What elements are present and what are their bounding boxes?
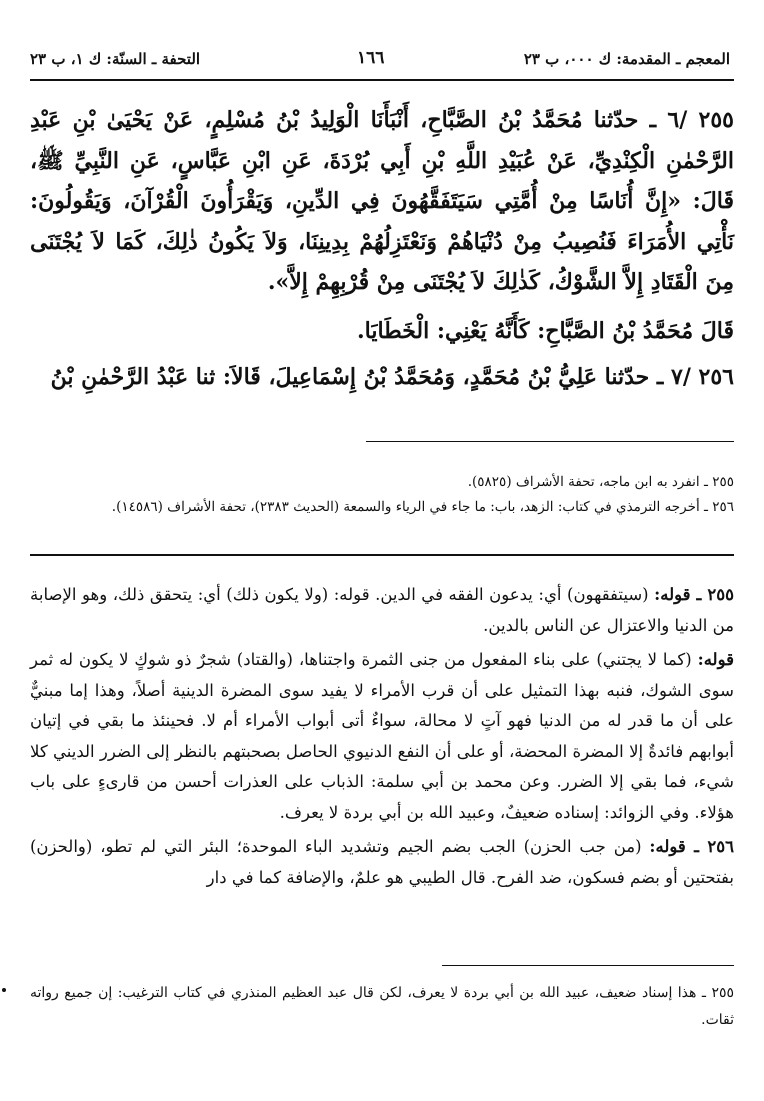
takhrij-footnotes (30, 470, 734, 520)
commentary-section (30, 580, 734, 897)
hadith-256: ٢٥٦ /٧ ـ حدّثنا عَلِيُّ بْنُ مُحَمَّدٍ، وَمُحَمَّدُ بْنُ إِسْمَاعِيلَ، قَالاَ: ثنا عَبْدُ الرَّحْمٰنِ بْنُ (50, 364, 734, 390)
header-rule (30, 79, 734, 81)
commentary-255 (30, 580, 734, 641)
commentary-qawluh-label: قوله: (697, 650, 734, 669)
bottom-footnote-separator (442, 965, 734, 966)
running-header-left: التحفة ـ السنّة: ك ١، ب ٢٣ (30, 50, 201, 68)
commentary-255-text: (سيتفقهون) أي: يدعون الفقه في الدين. قوله: (ولا يكون ذلك) أي: يتحقق ذلك، وهو الإصابة من الدنيا والاعتزال عن الناس بالدين. (30, 585, 734, 635)
commentary-255-continued (30, 645, 734, 828)
footnote-255-grading: ٢٥٥ ـ هذا إسناد ضعيف، عبيد الله بن أبي بردة لا يعرف، لكن قال عبد العظيم المنذري في كتاب الترغيب: إن جميع رواته ثقات. (30, 985, 734, 1028)
hadith-text-section (30, 100, 734, 398)
commentary-256-text: (من جب الحزن) الجب بضم الجيم وتشديد الباء الموحدة؛ البئر التي لم تطو، (والحزن) بفتحتين أو بضم فسكون، ضد الفرح. قال الطيبي هو علمٌ، والإضافة كما في دار (30, 837, 734, 887)
commentary-rule (30, 554, 734, 556)
footnote-separator (366, 441, 734, 442)
page-number: ١٦٦ (357, 48, 385, 68)
commentary-qawluh-text: (كما لا يجتني) على بناء المفعول من جنى الثمرة واجتناها، (والقتاد) شجرٌ ذو شوكٍ لا يكون له ثمر سوى الشوك، فنبه بهذا التمثيل على أن قرب الأمراء لا يفيد سوى المضرة الدينية أصلاً، وهذا إما مبنيٌّ على أن ما قدر له من الدنيا فهو آتٍ لا محالة، سواءٌ أتى أبواب الأمراء أم لا. فحينئذ ما بقي في إتيان أبوابهم فائدةٌ إلا المضرة المحضة، أو على أن النفع الدنيوي الحاصل بصحبتهم بالنظر إلى الضرر الديني كلا شيء، فما بقي إلا الضرر. وعن محمد بن أبي سلمة: الذباب على العذرات أحسن من قارىءٍ على باب هؤلاء. وفي الزوائد: إسناده ضعيفٌ، وعبيد الله بن أبي بردة لا يعرف. (30, 650, 734, 822)
running-header-right: المعجم ـ المقدمة: ك ٠٠٠، ب ٢٣ (523, 50, 730, 68)
footnote-255: ٢٥٥ ـ انفرد به ابن ماجه، تحفة الأشراف (٥٨٢٥). (467, 474, 734, 490)
commentary-256-label: ٢٥٦ ـ قوله: (649, 837, 734, 856)
hadith-255: ٢٥٥ /٦ ـ حدّثنا مُحَمَّدُ بْنُ الصَّبَّاحِ، أَنْبَأَنَا الْوَلِيدُ بْنُ مُسْلِمٍ، عَنْ يَحْيَىٰ بْنِ عَبْدِ الرَّحْمٰنِ الْكِنْدِيِّ، عَنْ عُبَيْدِ اللَّهِ بْنِ أَبِي بُرْدَةَ، عَنِ ابْنِ عَبَّاسٍ، عَنِ النَّبِيِّ ﷺ، قَالَ: «إِنَّ أُنَاسًا مِنْ أُمَّتِي سَيَتَفَقَّهُونَ فِي الدِّينِ، وَيَقْرَأُونَ الْقُرْآنَ، وَيَقُولُونَ: نَأْتِي الأُمَرَاءَ فَنُصِيبُ مِنْ دُنْيَاهُمْ وَنَعْتَزِلُهُمْ بِدِينِنَا، وَلاَ يَكُونُ ذٰلِكَ، كَمَا لاَ يُجْتَنَى مِنَ الْقَتَادِ إِلاَّ الشَّوْكُ، كَذٰلِكَ لاَ يُجْتَنَى مِنْ قُرْبِهِمْ إِلاَّ». (30, 107, 734, 295)
hadith-255-narrator-note: قَالَ مُحَمَّدُ بْنُ الصَّبَّاحِ: كَأَنَّهُ يَعْنِي: الْخَطَايَا. (356, 317, 734, 344)
footnote-256: ٢٥٦ ـ أخرجه الترمذي في كتاب: الزهد، باب: ما جاء في الرياء والسمعة (الحديث ٢٣٨٣)، تحفة الأشراف (١٤٥٨٦). (111, 499, 734, 515)
scan-mark (2, 988, 6, 992)
bottom-footnote (30, 980, 734, 1034)
commentary-255-label: ٢٥٥ ـ قوله: (654, 585, 734, 604)
commentary-256 (30, 832, 734, 893)
